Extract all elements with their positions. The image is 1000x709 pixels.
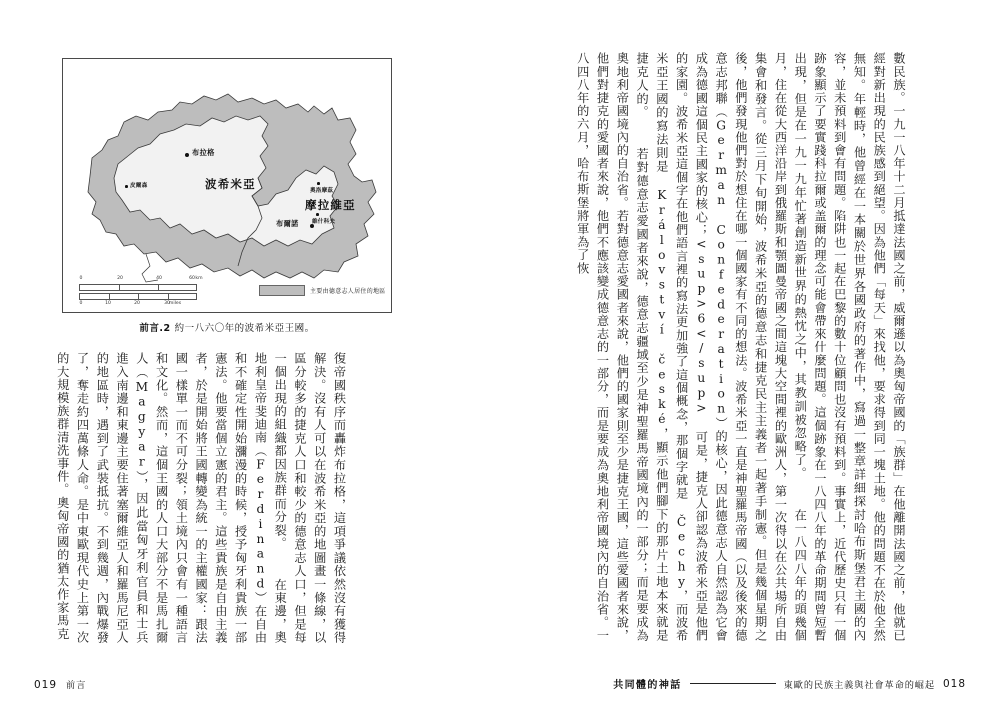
body-paragraph-right: 數民族。一九一八年十二月抵達法國之前，威爾遜以為奧匈帝國的「族群」在他離開法國之前，他就已經對新出現的民族感到絕望。因為他們「每天」來找他，要求得到同一塊土地。他的問題不在於他全然無知。年輕時，他曾經在一本關於世界各國政府的著作中，寫過一整章詳細探討哈布斯堡君主國的內容，並未預料到會有問題。陷阱也一起在巴黎的數十位顧問也沒有預料到。事實上，近代歷史只有一個跡象顯示了要實踐科拉爾或盖爾的理念可能會帶來什麼問題。這個跡象在一八四八年的革命期間曾短暫出現，但是在一九一九年忙著創造新世界的熱忱之中，其教訓被忽略了。 在一八四八年的頭幾個月，住在從大西洋沿岸到俄羅斯和顎圖曼帝國之間這塊大空間裡的歐洲人，第一次得以在公共場所自由集會和發言。從三月下旬開始，波希米亞的德意志和捷克民主主義者一起著手制憲。但是幾個星期之後，他們發現他們對於想住在哪一個國家有不同的想法。波希米亞一直是神聖羅馬帝國（以及後來的德意志邦聯（German Confederation）的核心，因此德意志人自然認為它會成為德國這個民主國家的核心；<sup>6</sup> 可是，捷克人卻認為波希米亞是他們的家園。波希米亞這個字在他們語言裡的寫法更加強了這個概念，那個字就是 Čechy，而波希米亞王國的寫法則是 Království české，顯示他們腳下的那片土地本來就是捷克人的。 若對德意志愛國者來說，德意志疆域至少是神聖羅馬帝國境內的一部分；而是要成為奧地利帝國境內的自治省。若對德意志愛國者來說，他們的國家則至少是捷克王國，這些愛國者來說，他們對捷克的愛國者來說，他們不應該變成德意志的一部分，而是要成為奧地利帝國境內的自治省。一八四八年的六月，哈布斯堡將軍為了恢	[575, 52, 907, 642]
page-footer	[0, 671, 1000, 691]
book-title-runhead: 共同體的神話	[613, 680, 682, 691]
folio-left: 019	[34, 679, 58, 691]
legend-swatch-german-area	[259, 285, 305, 296]
city-label-brno: 布爾諾	[276, 219, 299, 228]
scale-miles-tick-2: 20	[134, 301, 140, 306]
scale-km-tick-0: 0	[79, 276, 83, 281]
scale-bar-km	[79, 284, 197, 291]
body-paragraph-left: 復帝國秩序而轟炸布拉格，這項爭議依然沒有獲得解決。沒有人可以在波希米亞的地圖畫一條線，以區分較多的捷克人口和較少的德意志人口，但是每一個出現的組織都因族群而分裂。 在東邊，奧地利皇帝斐迪南（Ferdinand）在自由和不確定性開始瀰漫的時候，授予匈牙利貴族一部憲法。他要當個立憲的君主。這些貴族是自由主義者，於是開始將王國轉變為統一的主權國家：跟法國一樣單一而不可分裂；領土境內只會有一種語言和文化。然而，這個王國的人口大部分不是馬扎爾人（Magyar），因此當匈牙利官員和士兵進入南邊和東邊主要住著塞爾維亞人和羅馬尼亞人的地區時，遇到了武裝抵抗。不到幾週，內戰爆發了，奪走約四萬條人命。是中東歐現代史上第一次的大規模族群清洗事件。奧匈帝國的猶太作家馬克	[55, 352, 347, 644]
scale-km-unit: km	[195, 276, 203, 281]
scale-miles-unit: miles	[168, 301, 182, 306]
map-scale-bar	[79, 276, 201, 309]
scale-miles-tick-0: 0	[79, 301, 83, 306]
body-text-left-column	[52, 352, 397, 644]
scale-km-ticks	[79, 276, 201, 284]
scale-miles-ticks	[79, 301, 201, 309]
city-dot-pilsen	[125, 185, 128, 188]
scale-km-tick-3: 60	[189, 276, 195, 281]
region-label-bohemia: 波希米亞	[205, 177, 256, 191]
map-figure	[62, 58, 392, 313]
book-subtitle-runhead: 東歐的民族主義與社會革命的崛起	[783, 679, 935, 691]
city-label-pilsen: 皮爾森	[130, 183, 148, 189]
scale-km-tick-1: 20	[117, 276, 123, 281]
scale-miles-tick-3: 30	[164, 301, 170, 306]
scale-miles-tick-1: 10	[105, 301, 111, 306]
scale-km-tick-2: 40	[156, 276, 162, 281]
folio-right: 018	[942, 677, 966, 690]
region-label-moravia: 摩拉維亞	[305, 198, 356, 212]
city-dot-prague	[185, 153, 189, 157]
city-dot-olomouc	[317, 182, 320, 185]
city-label-vyskov: 維什科夫	[312, 219, 336, 225]
figure-caption	[62, 320, 392, 334]
legend-label-german-area: 主要由德意志人居住的地區	[310, 288, 386, 295]
footer-section-label: 前言	[66, 680, 87, 691]
body-text-right-column	[572, 52, 978, 642]
footer-rule	[690, 683, 776, 684]
city-label-olomouc: 奧洛摩茲	[310, 188, 334, 194]
city-dot-vyskov	[316, 213, 319, 216]
scale-bar-miles	[79, 293, 197, 300]
map-legend	[259, 285, 386, 296]
figure-caption-number: 前言.2	[139, 323, 171, 334]
figure-caption-text: 約一八六〇年的波希米亞王國。	[174, 323, 315, 334]
footer-right	[613, 676, 966, 691]
footer-left	[34, 677, 86, 691]
city-label-prague: 布拉格	[192, 148, 215, 157]
